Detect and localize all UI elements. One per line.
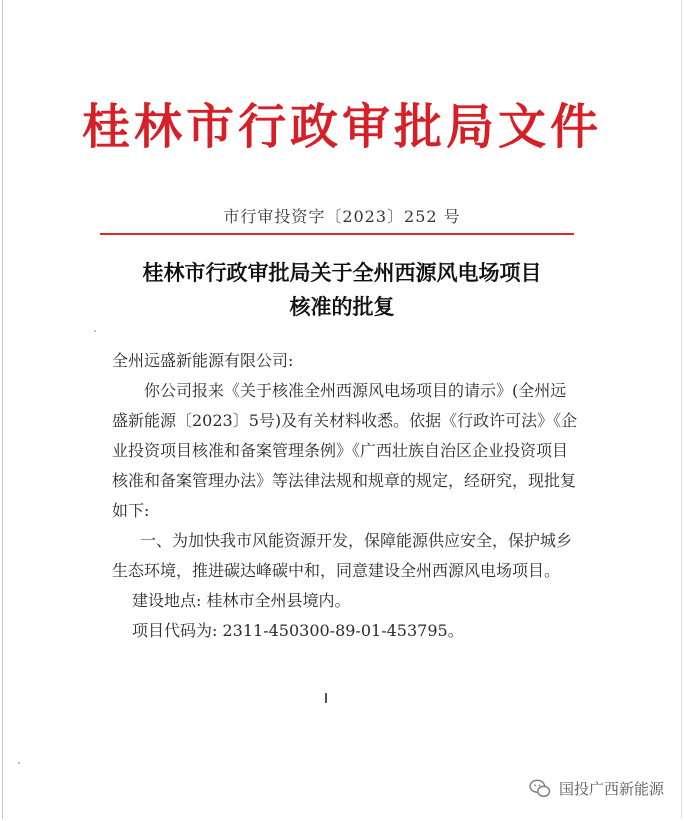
scan-dot bbox=[94, 330, 96, 332]
red-divider-line bbox=[100, 233, 574, 235]
page-mark bbox=[325, 693, 327, 703]
wechat-icon bbox=[529, 779, 551, 799]
paragraph-request: 你公司报来《关于核准全州西源风电场项目的请示》(全州远盛新能源〔2023〕5号)及有关材料收悉。依据《行政许可法》《企业投资项目核准和备案管理条例》《广西壮族自治区企业投资项目核准和备案管理办法》等法律法规和规章的规定，经研究，现批复如下: bbox=[112, 381, 578, 520]
title-line-2: 核准的批复 bbox=[289, 294, 395, 319]
footer-source-name: 国投广西新能源 bbox=[558, 780, 664, 798]
footer-source bbox=[529, 778, 664, 799]
project-code: 项目代码为: 2311-450300-89-01-453795。 bbox=[132, 621, 464, 640]
document-title bbox=[0, 256, 684, 324]
paragraph-approval: 一、为加快我市风能资源开发，保障能源供应安全，保护城乡生态环境，推进碳达峰碳中和，同意建设全州西源风电场项目。 bbox=[112, 531, 573, 580]
scan-dot bbox=[18, 762, 20, 764]
title-line-1: 桂林市行政审批局关于全州西源风电场项目 bbox=[142, 260, 542, 285]
construction-location: 建设地点: 桂林市全州县境内。 bbox=[132, 591, 351, 610]
document-number: 市行审投资字〔2023〕252 号 bbox=[223, 207, 461, 226]
salutation: 全州远盛新能源有限公司: bbox=[112, 351, 294, 370]
document-body bbox=[112, 346, 582, 646]
document-header-title: 桂林市行政审批局文件 bbox=[81, 99, 602, 155]
